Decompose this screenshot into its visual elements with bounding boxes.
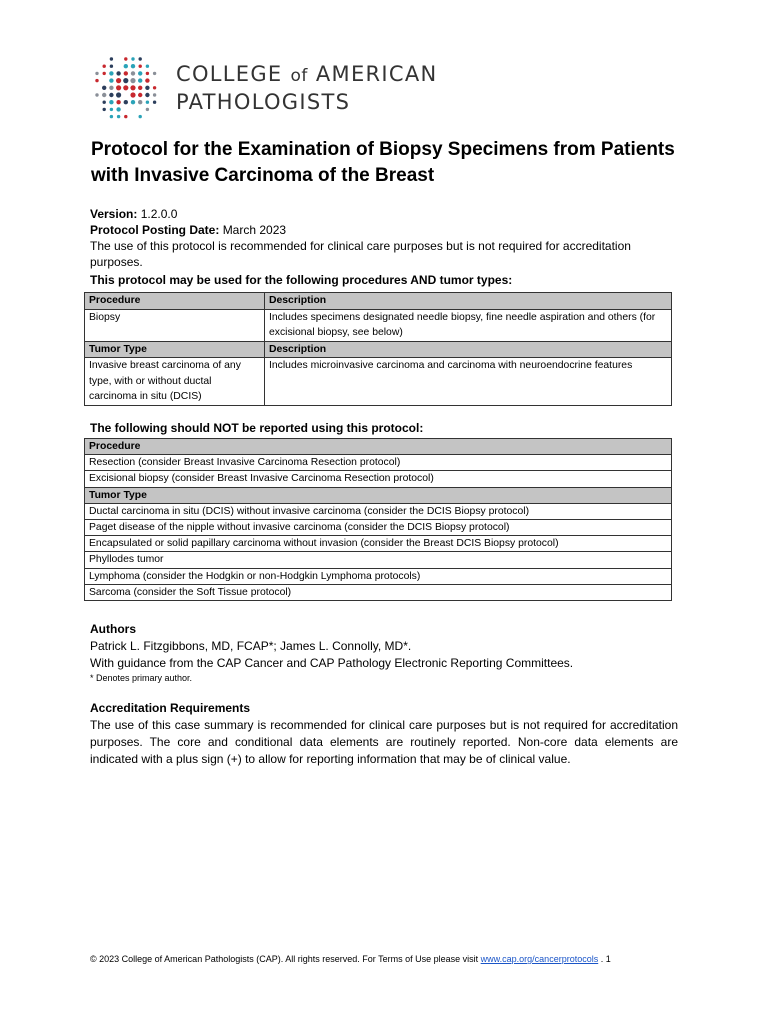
cell-excluded-procedure: Resection (consider Breast Invasive Carcinoma Resection protocol) [85, 455, 672, 471]
logo-dot [109, 100, 113, 104]
logo-word-american: AMERICAN [315, 62, 438, 86]
logo-dot [110, 115, 113, 118]
primary-author-note: * Denotes primary author. [90, 673, 193, 683]
accreditation-heading: Accreditation Requirements [90, 701, 251, 715]
cap-logo-dots-icon [93, 55, 163, 121]
logo-dot [130, 92, 135, 97]
cell-excluded-tumor: Ductal carcinoma in situ (DCIS) without invasive carcinoma (consider the DCIS Biopsy protocol) [85, 503, 672, 519]
posting-date-label: Protocol Posting Date: [90, 223, 220, 237]
exclusions-table-container [84, 438, 672, 601]
cell-excluded-tumor: Encapsulated or solid papillary carcinoma without invasion (consider the Breast DCIS Biopsy protocol) [85, 536, 672, 552]
logo-dot [139, 57, 142, 60]
version-value: 1.2.0.0 [140, 207, 178, 221]
logo-dot [103, 72, 106, 75]
logo-dot [131, 100, 135, 104]
logo-dot [124, 71, 128, 75]
header-description: Description [265, 341, 672, 358]
cap-logo-wordmark [176, 61, 438, 115]
use-note: The use of this protocol is recommended for clinical care purposes but is not required for accreditation purposes. [90, 239, 631, 269]
posting-date-value: March 2023 [222, 223, 287, 237]
author-guidance: With guidance from the CAP Cancer and CAP Pathology Electronic Reporting Committees. [90, 656, 574, 670]
logo-dot [131, 71, 135, 75]
logo-dot [153, 93, 156, 96]
procedures-lead: This protocol may be used for the following procedures AND tumor types: [90, 273, 513, 287]
table-row [85, 471, 672, 487]
table-header-row [85, 341, 672, 358]
logo-dot [123, 78, 128, 83]
header-tumor-type: Tumor Type [85, 487, 672, 503]
cancer-protocols-link[interactable]: www.cap.org/cancerprotocols [480, 954, 599, 964]
logo-dot [116, 85, 121, 90]
table-row [85, 568, 672, 584]
logo-dot [138, 86, 142, 90]
authors-heading: Authors [90, 622, 136, 636]
cell-excluded-tumor: Lymphoma (consider the Hodgkin or non-Hodgkin Lymphoma protocols) [85, 568, 672, 584]
logo-dot [124, 64, 128, 68]
authors-section [90, 621, 680, 684]
logo-dot [124, 115, 127, 118]
logo-dot [102, 86, 106, 90]
exclusions-table [84, 438, 672, 601]
table-header-row [85, 293, 672, 310]
logo-dot [102, 93, 106, 97]
logo-dot [109, 93, 113, 97]
logo-dot [138, 93, 142, 97]
logo-dot [116, 92, 121, 97]
author-names: Patrick L. Fitzgibbons, MD, FCAP*; James L. Connolly, MD*. [90, 639, 412, 653]
logo-dot [95, 79, 98, 82]
accreditation-section [90, 700, 678, 768]
logo-dot [116, 107, 120, 111]
table-row [85, 455, 672, 471]
cell-procedure: Biopsy [85, 309, 265, 341]
table-row [85, 503, 672, 519]
document-title: Protocol for the Examination of Biopsy Specimens from Patients with Invasive Carcinoma of the Breast [91, 139, 675, 186]
logo-dot [138, 100, 142, 104]
procedures-table [84, 292, 672, 406]
logo-dot [103, 101, 106, 104]
cell-excluded-procedure: Excisional biopsy (consider Breast Invasive Carcinoma Resection protocol) [85, 471, 672, 487]
logo-dot [139, 115, 142, 118]
table-header-row [85, 439, 672, 455]
cell-tumor-type: Invasive breast carcinoma of any type, with or without ductal carcinoma in situ (DCIS) [85, 358, 265, 406]
footer-copyright: © 2023 College of American Pathologists (CAP). All rights reserved. For Terms of Use please visit [90, 954, 479, 964]
table-row [85, 309, 672, 341]
logo-dot [130, 85, 135, 90]
accreditation-body: The use of this case summary is recommended for clinical care purposes but is not required for accreditation purposes. The core and conditional data elements are routinely reported. Non-core data elements are indicated with a plus sign (+) to allow for reporting information that may be of clinical value. [90, 718, 678, 766]
logo-dot [153, 86, 156, 89]
logo-dot [95, 72, 98, 75]
logo-dot [110, 65, 113, 68]
logo-dot [131, 57, 134, 60]
logo-dot [109, 78, 113, 82]
logo-dot [131, 64, 135, 68]
logo-dot [117, 115, 120, 118]
logo-dot [153, 72, 156, 75]
header-tumor-type: Tumor Type [85, 341, 265, 358]
cell-excluded-tumor: Sarcoma (consider the Soft Tissue protocol) [85, 584, 672, 600]
cell-excluded-tumor: Phyllodes tumor [85, 552, 672, 568]
logo-dot [130, 78, 135, 83]
table-row [85, 536, 672, 552]
logo-dot [116, 78, 121, 83]
protocol-meta [90, 206, 680, 288]
logo-dot [145, 93, 149, 97]
logo-word-college: COLLEGE [176, 62, 283, 86]
cell-excluded-tumor: Paget disease of the nipple without invasive carcinoma (consider the DCIS Biopsy protocol) [85, 520, 672, 536]
exclusions-label: The following should NOT be reported using this protocol: [90, 421, 424, 435]
logo-dot [124, 100, 128, 104]
table-row [85, 552, 672, 568]
logo-dot [110, 108, 113, 111]
logo-dot [153, 101, 156, 104]
table-row [85, 584, 672, 600]
logo-dot [116, 71, 120, 75]
logo-dot [146, 108, 149, 111]
logo-dot [145, 86, 149, 90]
logo-dot [145, 78, 149, 82]
logo-dot [124, 57, 127, 60]
table-row [85, 520, 672, 536]
procedures-table-container [84, 292, 672, 406]
logo-dot [95, 93, 98, 96]
header-description: Description [265, 293, 672, 310]
version-label: Version: [90, 207, 138, 221]
logo-word-of: of [290, 66, 308, 86]
header-procedure: Procedure [85, 439, 672, 455]
logo-dot [146, 72, 149, 75]
cell-description: Includes specimens designated needle biopsy, fine needle aspiration and others (for excisional biopsy, see below) [265, 309, 672, 341]
header-procedure: Procedure [85, 293, 265, 310]
table-row [85, 358, 672, 406]
logo-dot [110, 57, 113, 60]
table-header-row [85, 487, 672, 503]
logo-word-pathologists: PATHOLOGISTS [176, 90, 351, 114]
cell-description: Includes microinvasive carcinoma and carcinoma with neuroendocrine features [265, 358, 672, 406]
logo-dot [109, 71, 113, 75]
logo-dot [123, 85, 128, 90]
cap-logo [93, 55, 473, 121]
logo-dot [103, 108, 106, 111]
logo-dot [138, 71, 142, 75]
logo-dot [146, 65, 149, 68]
logo-dot [146, 101, 149, 104]
logo-dot [103, 65, 106, 68]
page-footer [90, 953, 680, 965]
logo-dot [116, 100, 120, 104]
logo-dot [138, 78, 142, 82]
logo-dot [139, 65, 142, 68]
page-number: . 1 [600, 954, 611, 964]
logo-dot [109, 86, 113, 90]
